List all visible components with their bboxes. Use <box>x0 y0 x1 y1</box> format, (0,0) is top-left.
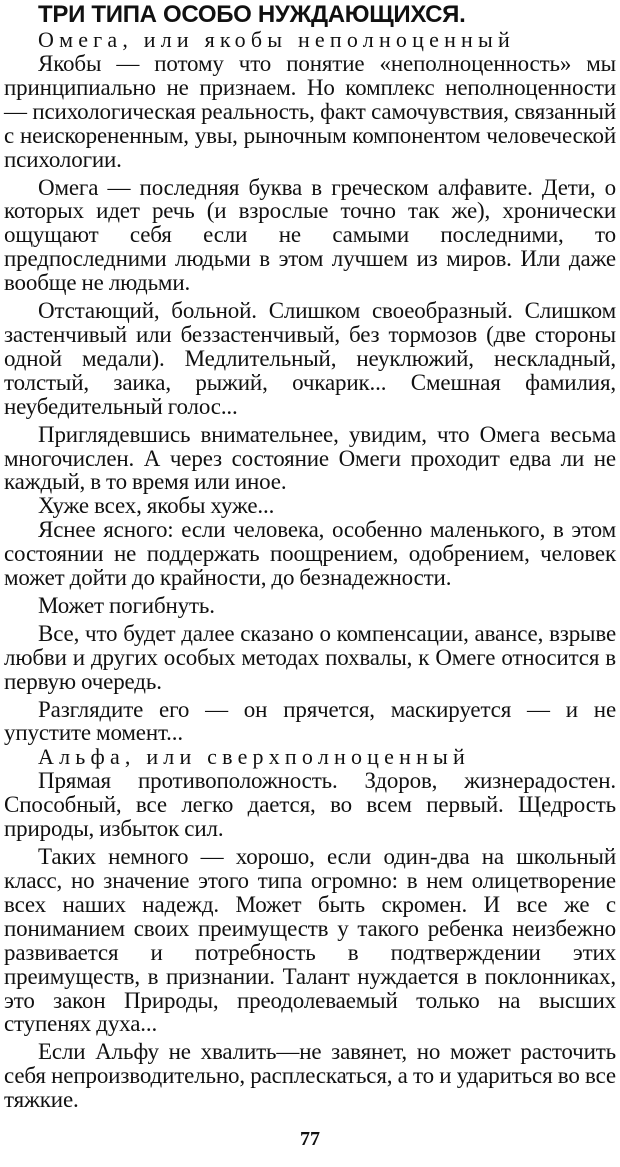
paragraph: Приглядевшись внимательнее, увидим, что Омега весьма многочислен. А через состояние Омеги проходит едва ли не каждый, в то время или иное. <box>4 421 616 495</box>
paragraph: Все, что будет далее сказано о компенсации, авансе, взрыве любви и других особых методах похвалы, к Омеге относится в первую очередь. <box>4 620 616 694</box>
paragraph: Прямая противоположность. Здоров, жизнерадостен. Способный, все легко дается, во всем первый. Щедрость природы, избыток сил. <box>4 768 616 842</box>
paragraph: Таких немного — хорошо, если один-два на школьный класс, но значение этого типа огромно: в нем олицетворение всех наших надежд. Может быть скромен. И все же с пониманием своих преимуществ у такого ребенка неизбежно развивается и потребность в подтверждении этих преимуществ, в признании. Талант нуждается в поклонниках, это закон Природы, преодолеваемый только на высших ступенях духа... <box>4 844 616 1037</box>
paragraph: Разглядите его — он прячется, маскируется — и не упустите момент... <box>4 696 616 746</box>
paragraph: Если Альфу не хвалить—не завянет, но может расточить себя непроизводительно, расплескаться, а то и удариться во все тяжкие. <box>4 1039 616 1113</box>
chapter-heading: ТРИ ТИПА ОСОБО НУЖДАЮЩИХСЯ. <box>38 1 466 28</box>
page-number: 77 <box>300 1128 320 1150</box>
paragraph: Яснее ясного: если человека, особенно маленького, в этом состоянии не поддержать поощрением, одобрением, человек может дойти до крайности, до безнадежности. <box>4 517 616 591</box>
paragraph: Отстающий, больной. Слишком своеобразный. Слишком застенчивый или беззастенчивый, без тормозов (две стороны одной медали). Медлительный, неуклюжий, нескладный, толстый, заика, рыжий, очкарик... Смешная фамилия, неубедительный голос... <box>4 298 616 419</box>
paragraph: Якобы — потому что понятие «неполноценность» мы принципиально не признаем. Но комплекс неполноценности — психологическая реальность, факт самочувствия, связанный с неискорененным, увы, рыночным компонентом человеческой психологии. <box>4 51 616 172</box>
paragraph: Может погибнуть. <box>38 592 215 618</box>
section-heading-alpha: Альфа, или сверхполноценный <box>38 744 471 770</box>
paragraph: Омега — последняя буква в греческом алфавите. Дети, о которых идет речь (и взрослые точно так же), хронически ощущают себя если не самыми последними, то предпоследними людьми в этом лучшем из миров. Или даже вообще не людьми. <box>4 174 616 296</box>
section-heading-omega: Омега, или якобы неполноценный <box>38 27 515 52</box>
paragraph: Хуже всех, якобы хуже... <box>38 493 275 519</box>
book-page <box>4 2 616 1122</box>
